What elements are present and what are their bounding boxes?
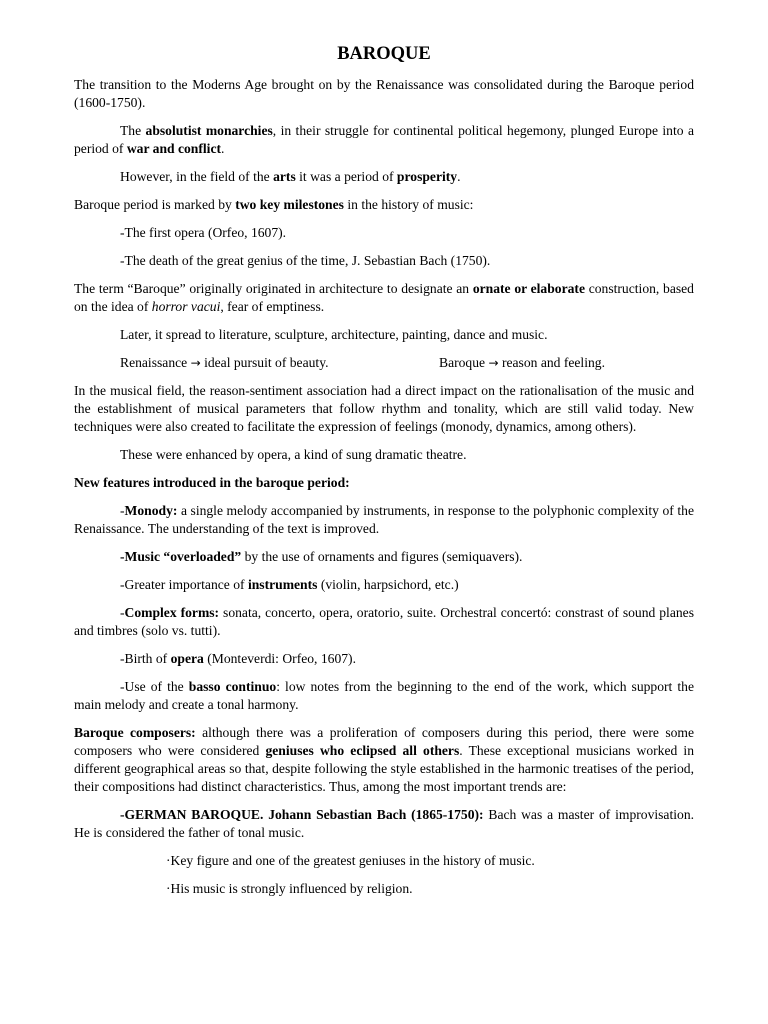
feature-item: -Complex forms: sonata, concerto, opera, oratorio, suite. Orchestral concertó: constrast of sound planes and timbres (solo vs. tutti). bbox=[74, 605, 694, 638]
intro-paragraph: The transition to the Moderns Age brought on by the Renaissance was consolidated during the Baroque period (1600-1750). bbox=[74, 77, 694, 110]
bach-bullet: ·Key figure and one of the greatest geniuses in the history of music. bbox=[166, 853, 535, 868]
milestone-item: -The death of the great genius of the time, J. Sebastian Bach (1750). bbox=[120, 253, 491, 268]
german-baroque-paragraph: -GERMAN BAROQUE. Johann Sebastian Bach (1865-1750): Bach was a master of improvisation. He is considered the father of tonal music. bbox=[74, 807, 695, 840]
composers-paragraph: Baroque composers: although there was a proliferation of composers during this period, there were some composers who were considered geniuses who eclipsed all others. These exceptional musicians worked in different geographical areas so that, despite following the style established in the harmonic treatises of the period, their compositions had distinct characteristics. Thus, among the most important trends are: bbox=[74, 725, 695, 794]
feature-item: -Monody: a single melody accompanied by instruments, in response to the polyphonic complexity of the Renaissance. The understanding of the text is improved. bbox=[74, 503, 694, 536]
musical-field-paragraph: In the musical field, the reason-sentiment association had a direct impact on the rationalisation of the music and the establishment of musical parameters that follow rhythm and tonality, which are still valid today. New techniques were also created to facilitate the expression of feelings (monody, dynamics, among others). bbox=[74, 383, 694, 434]
arts-paragraph: However, in the field of the arts it was a period of prosperity. bbox=[120, 169, 461, 184]
feature-item: -Greater importance of instruments (violin, harpsichord, etc.) bbox=[120, 577, 459, 592]
milestones-paragraph: Baroque period is marked by two key milestones in the history of music: bbox=[74, 197, 474, 212]
opera-paragraph: These were enhanced by opera, a kind of sung dramatic theatre. bbox=[120, 447, 467, 462]
comparison-row bbox=[74, 354, 694, 372]
renaissance-comparison: Renaissance → ideal pursuit of beauty. bbox=[120, 355, 329, 370]
spread-paragraph: Later, it spread to literature, sculpture, architecture, painting, dance and music. bbox=[120, 327, 548, 342]
feature-item: -Use of the basso continuo: low notes from the beginning to the end of the work, which support the main melody and create a tonal harmony. bbox=[74, 679, 694, 712]
milestone-item: -The first opera (Orfeo, 1607). bbox=[120, 225, 287, 240]
absolutism-paragraph: The absolutist monarchies, in their struggle for continental political hegemony, plunged Europe into a period of war and conflict. bbox=[74, 123, 694, 156]
feature-item: -Music “overloaded” by the use of ornaments and figures (semiquavers). bbox=[120, 549, 523, 564]
baroque-comparison: Baroque → reason and feeling. bbox=[439, 355, 605, 370]
feature-item: -Birth of opera (Monteverdi: Orfeo, 1607). bbox=[120, 651, 356, 666]
arrow-right-icon: → bbox=[488, 356, 499, 370]
bach-bullet: ·His music is strongly influenced by religion. bbox=[166, 881, 413, 896]
term-paragraph: The term “Baroque” originally originated in architecture to designate an ornate or elaborate construction, based on the idea of horror vacui, fear of emptiness. bbox=[74, 281, 694, 314]
arrow-right-icon: → bbox=[190, 356, 201, 370]
features-heading: New features introduced in the baroque period: bbox=[74, 475, 350, 490]
page-title: BAROQUE bbox=[337, 44, 431, 64]
